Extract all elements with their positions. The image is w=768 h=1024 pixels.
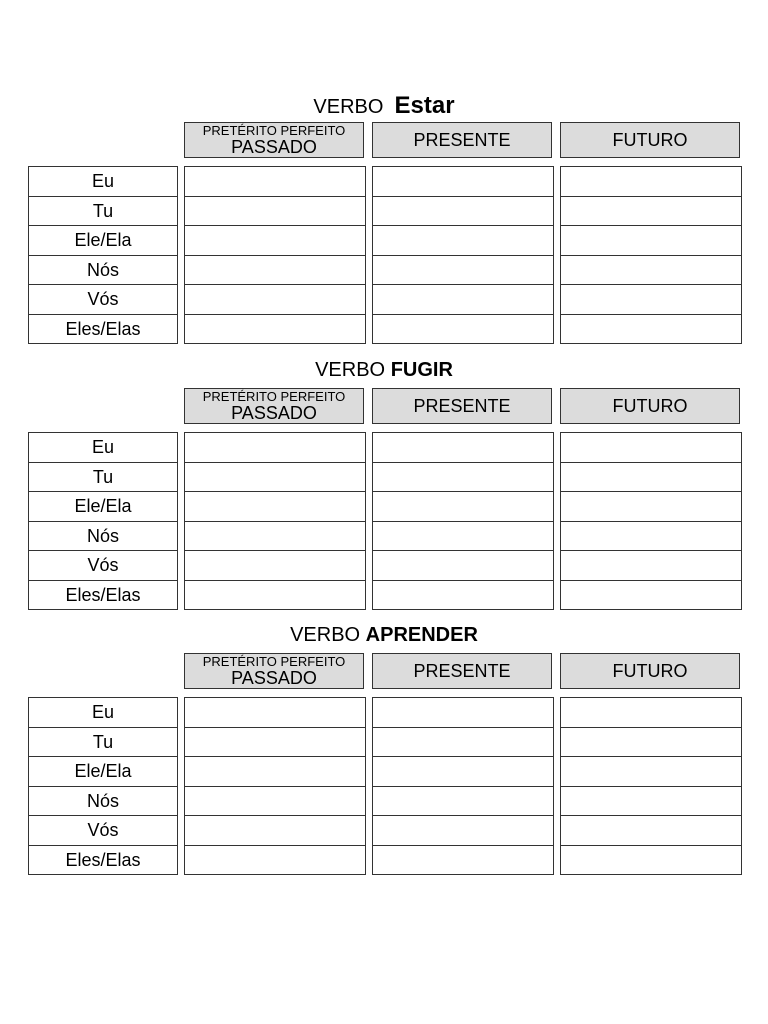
verb-title: [0, 623, 768, 647]
pronoun-cell: Tu: [29, 463, 178, 493]
answer-cell[interactable]: [373, 728, 554, 758]
answer-cell[interactable]: [373, 226, 554, 256]
answer-cell[interactable]: [561, 757, 742, 787]
verb-table-2: [0, 623, 768, 885]
answer-cell[interactable]: [185, 285, 366, 315]
pronoun-cell: Vós: [29, 551, 178, 581]
header-past-title: PASSADO: [231, 668, 317, 688]
verb-table-1: [0, 358, 768, 620]
header-present: PRESENTE: [372, 122, 552, 158]
pronoun-cell: Vós: [29, 285, 178, 315]
answer-cell[interactable]: [561, 167, 742, 197]
answer-cell[interactable]: [185, 728, 366, 758]
pronoun-cell: Eu: [29, 433, 178, 463]
pronoun-column: [28, 432, 178, 610]
pronoun-cell: Eles/Elas: [29, 581, 178, 611]
header-past-subtitle: PRETÉRITO PERFEITO: [202, 389, 346, 404]
answer-cell[interactable]: [373, 433, 554, 463]
header-future: FUTURO: [560, 388, 740, 424]
answer-cell[interactable]: [561, 197, 742, 227]
verb-title-prefix: VERBO: [313, 96, 384, 118]
answer-cell[interactable]: [185, 492, 366, 522]
header-present: PRESENTE: [372, 388, 552, 424]
answer-column-past: [184, 697, 366, 875]
answer-cell[interactable]: [373, 816, 554, 846]
pronoun-cell: Eu: [29, 167, 178, 197]
answer-cell[interactable]: [373, 522, 554, 552]
pronoun-cell: Tu: [29, 728, 178, 758]
answer-column-present: [372, 697, 554, 875]
answer-cell[interactable]: [561, 816, 742, 846]
answer-column-past: [184, 166, 366, 344]
answer-cell[interactable]: [373, 256, 554, 286]
header-present: PRESENTE: [372, 653, 552, 689]
pronoun-column: [28, 697, 178, 875]
pronoun-cell: Eles/Elas: [29, 315, 178, 345]
header-future: FUTURO: [560, 653, 740, 689]
answer-cell[interactable]: [373, 463, 554, 493]
pronoun-cell: Nós: [29, 522, 178, 552]
answer-cell[interactable]: [561, 433, 742, 463]
pronoun-cell: Ele/Ela: [29, 226, 178, 256]
answer-cell[interactable]: [185, 581, 366, 611]
verb-title-prefix: VERBO: [315, 359, 386, 381]
header-past-title: PASSADO: [231, 403, 317, 423]
pronoun-cell: Eu: [29, 698, 178, 728]
answer-column-future: [560, 432, 742, 610]
answer-cell[interactable]: [373, 581, 554, 611]
answer-cell[interactable]: [185, 167, 366, 197]
answer-cell[interactable]: [185, 522, 366, 552]
answer-cell[interactable]: [561, 846, 742, 876]
header-future: FUTURO: [560, 122, 740, 158]
answer-column-future: [560, 166, 742, 344]
answer-cell[interactable]: [561, 226, 742, 256]
answer-cell[interactable]: [561, 315, 742, 345]
verb-table-0: [0, 92, 768, 354]
answer-cell[interactable]: [561, 581, 742, 611]
answer-cell[interactable]: [373, 551, 554, 581]
pronoun-cell: Vós: [29, 816, 178, 846]
answer-cell[interactable]: [185, 463, 366, 493]
header-past-subtitle: PRETÉRITO PERFEITO: [202, 654, 346, 669]
verb-title: [0, 94, 768, 119]
answer-column-future: [560, 697, 742, 875]
answer-cell[interactable]: [185, 256, 366, 286]
answer-cell[interactable]: [373, 285, 554, 315]
answer-column-present: [372, 166, 554, 344]
answer-cell[interactable]: [561, 492, 742, 522]
pronoun-cell: Nós: [29, 256, 178, 286]
header-past-title: PASSADO: [231, 137, 317, 157]
answer-cell[interactable]: [561, 522, 742, 552]
answer-cell[interactable]: [561, 463, 742, 493]
answer-cell[interactable]: [185, 315, 366, 345]
answer-cell[interactable]: [185, 816, 366, 846]
pronoun-column: [28, 166, 178, 344]
verb-name: APRENDER: [365, 624, 478, 646]
answer-cell[interactable]: [373, 757, 554, 787]
answer-cell[interactable]: [185, 197, 366, 227]
answer-cell[interactable]: [185, 846, 366, 876]
answer-cell[interactable]: [373, 315, 554, 345]
verb-title-prefix: VERBO: [290, 624, 361, 646]
pronoun-cell: Ele/Ela: [29, 492, 178, 522]
answer-cell[interactable]: [561, 698, 742, 728]
answer-cell[interactable]: [373, 167, 554, 197]
answer-cell[interactable]: [373, 492, 554, 522]
answer-cell[interactable]: [561, 285, 742, 315]
header-past: [184, 122, 364, 158]
answer-cell[interactable]: [373, 846, 554, 876]
answer-cell[interactable]: [185, 226, 366, 256]
header-past: [184, 653, 364, 689]
header-past-subtitle: PRETÉRITO PERFEITO: [202, 123, 346, 138]
header-past: [184, 388, 364, 424]
pronoun-cell: Tu: [29, 197, 178, 227]
answer-cell[interactable]: [373, 698, 554, 728]
answer-cell[interactable]: [185, 787, 366, 817]
verb-name: FUGIR: [390, 359, 453, 381]
answer-cell[interactable]: [185, 551, 366, 581]
answer-cell[interactable]: [185, 433, 366, 463]
answer-cell[interactable]: [185, 757, 366, 787]
answer-column-past: [184, 432, 366, 610]
answer-cell[interactable]: [561, 787, 742, 817]
verb-title: [0, 358, 768, 382]
pronoun-cell: Nós: [29, 787, 178, 817]
answer-column-present: [372, 432, 554, 610]
answer-cell[interactable]: [561, 256, 742, 286]
verb-name: Estar: [394, 92, 455, 119]
answer-cell[interactable]: [373, 197, 554, 227]
answer-cell[interactable]: [373, 787, 554, 817]
answer-cell[interactable]: [185, 698, 366, 728]
answer-cell[interactable]: [561, 728, 742, 758]
pronoun-cell: Eles/Elas: [29, 846, 178, 876]
pronoun-cell: Ele/Ela: [29, 757, 178, 787]
answer-cell[interactable]: [561, 551, 742, 581]
